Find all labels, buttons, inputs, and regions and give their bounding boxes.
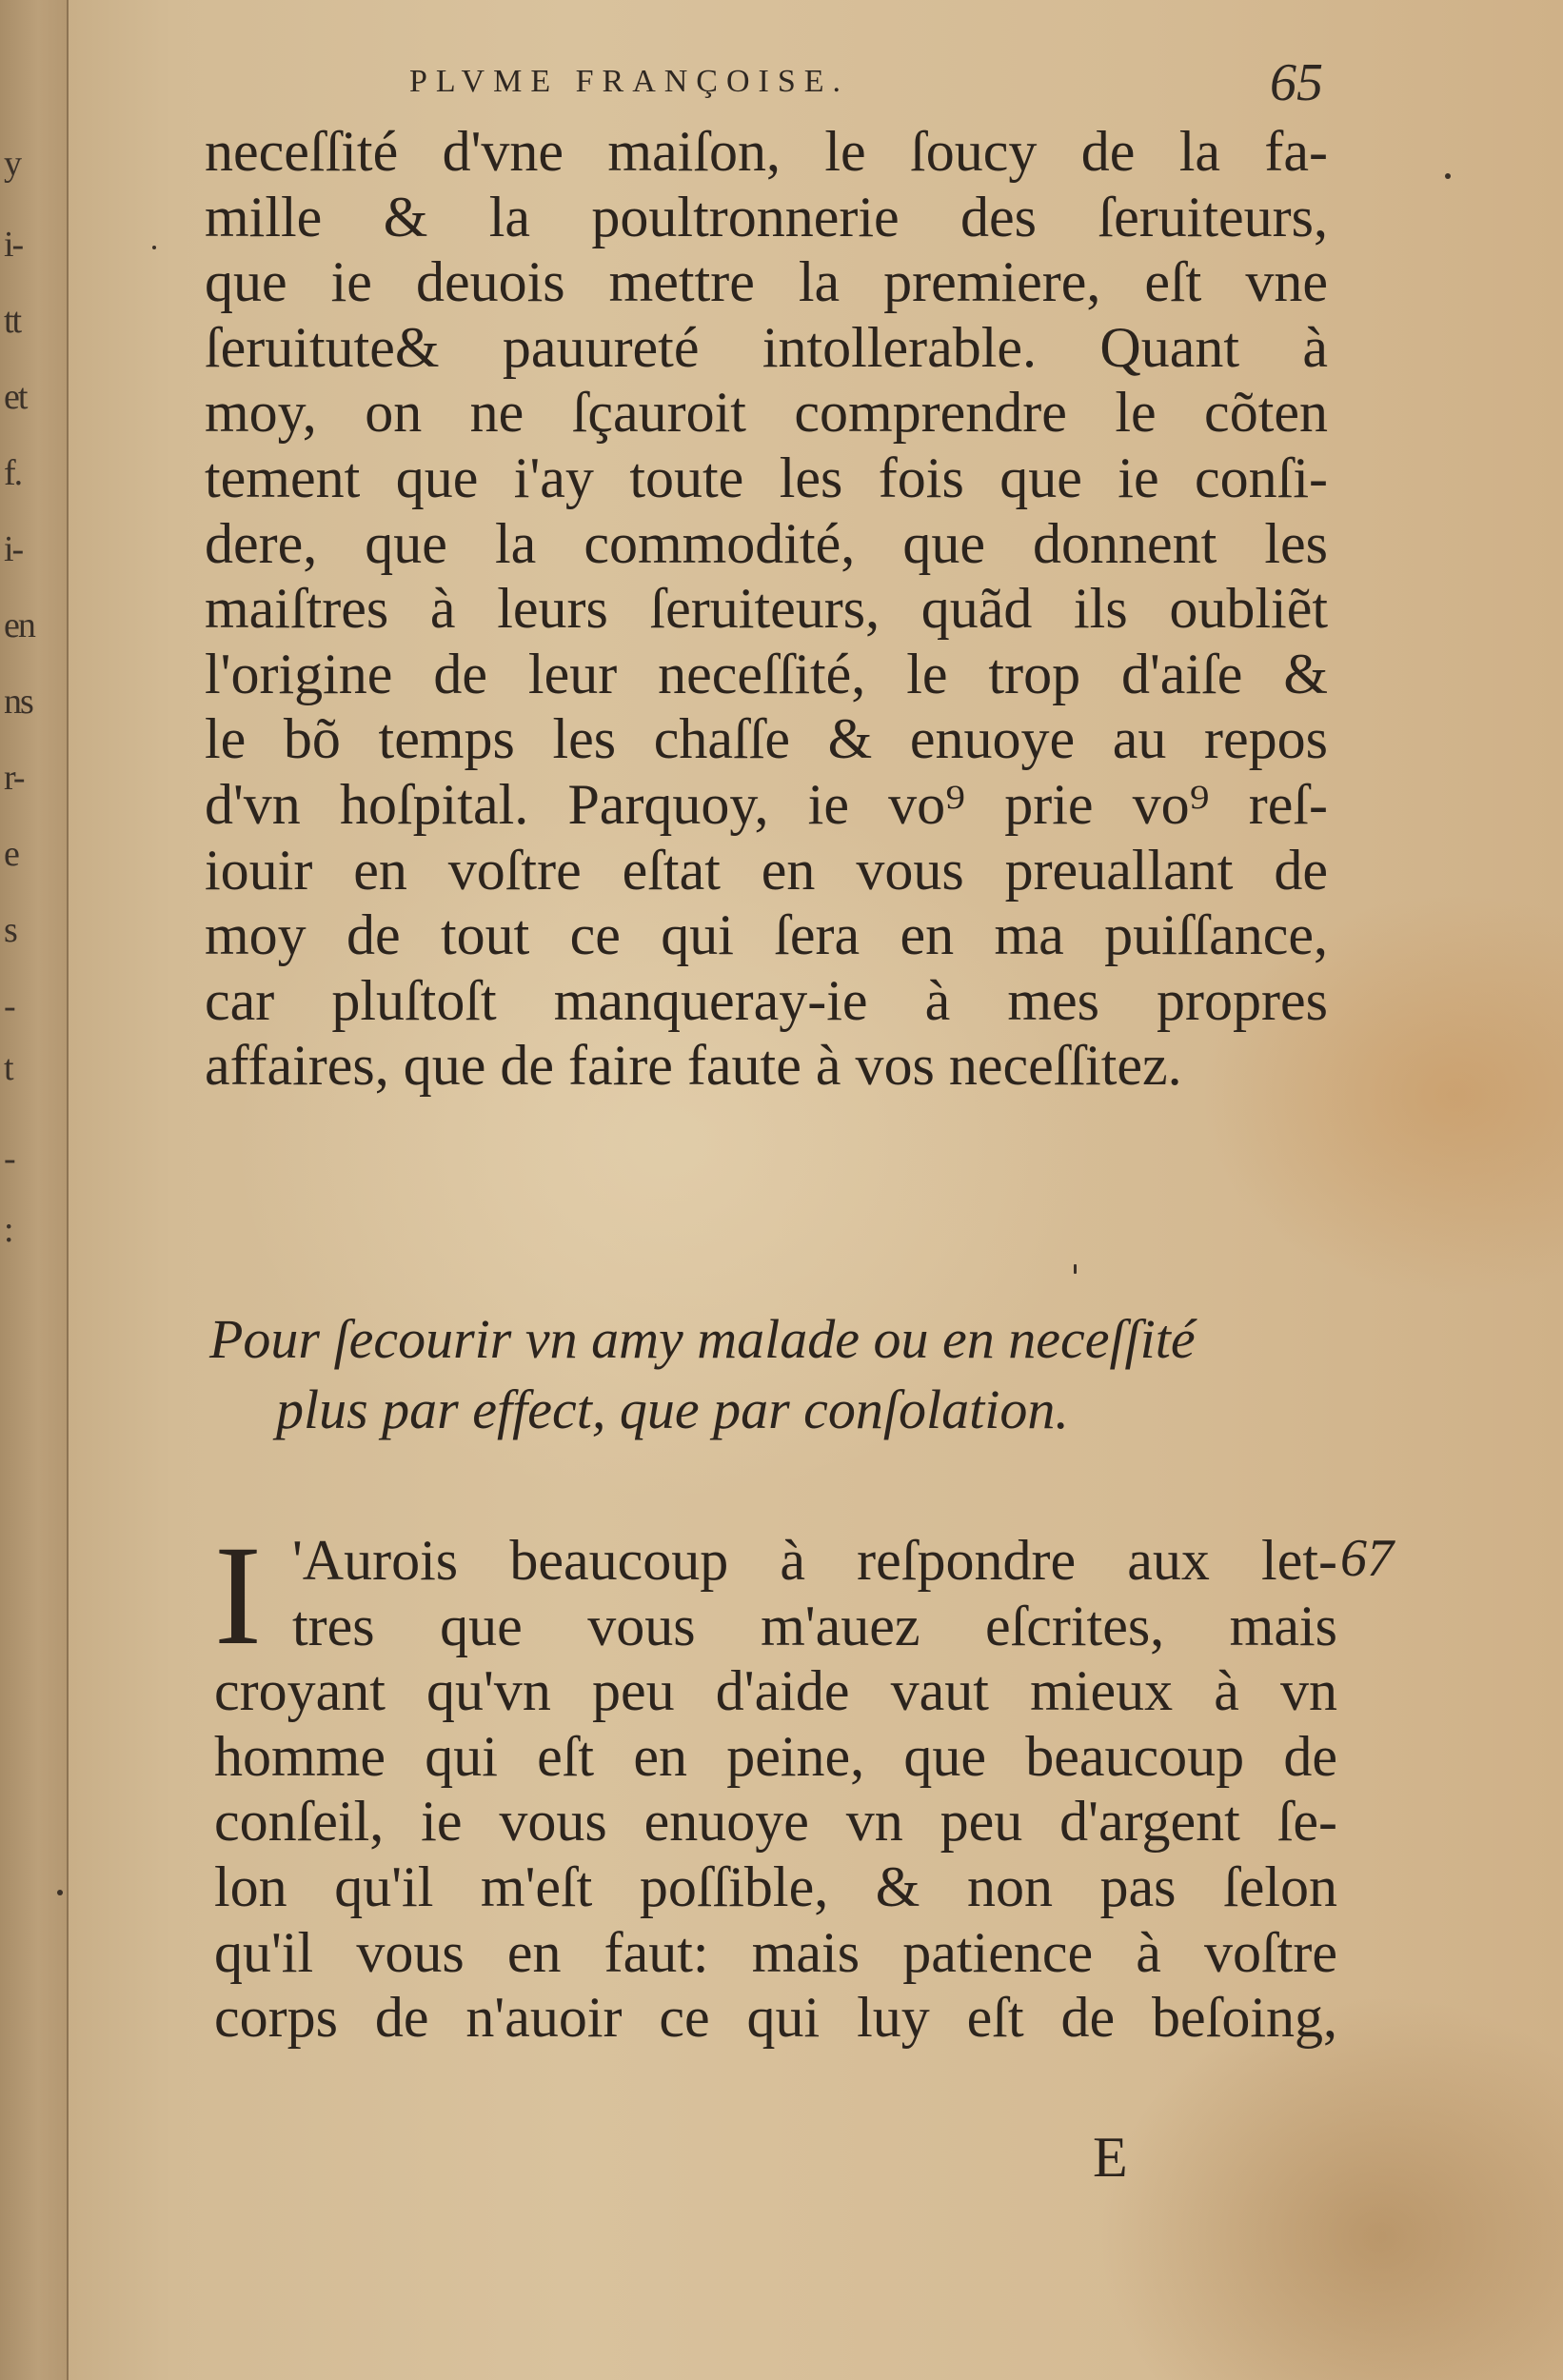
text-line: lon qu'il m'eſt poſſible, & non pas ſelon bbox=[214, 1854, 1337, 1918]
text-line: conſeil, ie vous enuoye vn peu d'argent ſe- bbox=[214, 1790, 1337, 1854]
text-line: d'vn hoſpital. Parquoy, ie vo⁹ prie vo⁹ reſ- bbox=[205, 772, 1328, 836]
text-line: homme qui eſt en peine, que beaucoup de bbox=[214, 1724, 1337, 1788]
text-line: iouir en voſtre eſtat en vous preuallant de bbox=[205, 838, 1328, 902]
margin-fragment: ns bbox=[4, 682, 32, 722]
text-line: l'origine de leur neceſſité, le trop d'aiſe & bbox=[205, 642, 1328, 705]
text-line: maiſtres à leurs ſeruiteurs, quãd ils oubliẽt bbox=[205, 577, 1328, 641]
ink-speck bbox=[1074, 1264, 1077, 1274]
text-line: le bõ temps les chaſſe & enuoye au repos bbox=[205, 707, 1328, 771]
letter-paragraph bbox=[214, 1517, 1337, 2051]
margin-fragment: - bbox=[4, 1139, 14, 1179]
ink-speck bbox=[57, 1890, 63, 1895]
text-line: tres que vous m'auez eſcrites, mais bbox=[292, 1594, 1337, 1657]
margin-number: 67 bbox=[1340, 1529, 1394, 1588]
text-line: croyant qu'vn peu d'aide vaut mieux à vn bbox=[214, 1659, 1337, 1723]
ink-speck bbox=[152, 246, 156, 249]
margin-fragment: tt bbox=[4, 301, 21, 341]
section-heading bbox=[209, 1304, 1323, 1445]
text-line: moy, on ne ſçauroit comprendre le cõten bbox=[205, 381, 1328, 445]
text-line: neceſſité d'vne maiſon, le ſoucy de la fa- bbox=[205, 120, 1328, 183]
margin-fragment: - bbox=[4, 986, 14, 1026]
drop-cap: I bbox=[214, 1517, 262, 1675]
margin-fragment: e bbox=[4, 834, 18, 874]
facing-page-margin bbox=[0, 0, 69, 2380]
page-header bbox=[409, 52, 1323, 112]
text-line: ſeruitute& pauureté intollerable. Quant à bbox=[205, 315, 1328, 379]
text-line: 'Aurois beaucoup à reſpondre aux let- bbox=[292, 1529, 1337, 1592]
margin-fragment: i- bbox=[4, 529, 23, 569]
margin-fragment: s bbox=[4, 910, 16, 950]
text-line: que ie deuois mettre la premiere, eſt vne bbox=[205, 250, 1328, 314]
margin-fragment: et bbox=[4, 377, 27, 417]
text-line: affaires, que de faire faute à vos neceſſitez. bbox=[205, 1034, 1182, 1098]
text-line: dere, que la commodité, que donnent les bbox=[205, 511, 1328, 575]
page-number: 65 bbox=[1270, 53, 1323, 112]
text-line: mille & la poultronnerie des ſeruiteurs, bbox=[205, 185, 1328, 248]
ink-speck bbox=[1445, 173, 1451, 179]
margin-fragment: en bbox=[4, 605, 34, 645]
text-line: qu'il vous en faut: mais patience à voſtre bbox=[214, 1920, 1337, 1984]
body-paragraph bbox=[205, 119, 1328, 1099]
text-line: corps de n'auoir ce qui luy eſt de beſoing, bbox=[214, 1986, 1337, 2050]
text-line: moy de tout ce qui ſera en ma puiſſance, bbox=[205, 903, 1328, 967]
running-title: PLVME FRANÇOISE. bbox=[409, 64, 850, 99]
text-line: tement que i'ay toute les fois que ie conſi- bbox=[205, 446, 1328, 509]
section-heading-line: Pour ſecourir vn amy malade ou en neceſſité bbox=[209, 1308, 1196, 1370]
margin-fragment: t bbox=[4, 1048, 12, 1088]
margin-fragment: : bbox=[4, 1210, 12, 1250]
margin-fragment: y bbox=[4, 144, 20, 184]
margin-fragment: i- bbox=[4, 225, 23, 265]
section-heading-line: plus par effect, que par conſolation. bbox=[276, 1378, 1069, 1440]
margin-fragment: f. bbox=[4, 453, 22, 493]
margin-fragment: r- bbox=[4, 758, 24, 798]
text-line: car pluſtoſt manqueray-ie à mes propres bbox=[205, 968, 1328, 1032]
signature-mark: E bbox=[1093, 2126, 1128, 2189]
